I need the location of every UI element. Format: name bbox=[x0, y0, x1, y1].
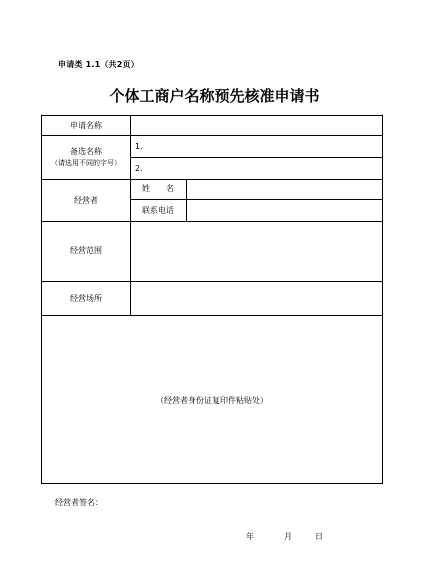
alternate-names-label: 备选名称 bbox=[70, 147, 102, 156]
application-table bbox=[41, 115, 383, 484]
operator-signature-label: 经营者签名： bbox=[55, 498, 103, 507]
operator-phone-label: 联系电话 bbox=[142, 206, 174, 215]
operator-phone-field[interactable] bbox=[190, 205, 378, 216]
date-day-label: 日 bbox=[315, 532, 323, 541]
operator-name-label: 姓 名 bbox=[142, 184, 174, 193]
operator-label: 经营者 bbox=[74, 196, 98, 205]
business-place-field[interactable] bbox=[134, 286, 378, 310]
business-scope-label: 经营范围 bbox=[70, 246, 102, 255]
alternate-name-2-field[interactable]: 2. bbox=[135, 164, 143, 173]
business-place-label: 经营场所 bbox=[70, 294, 102, 303]
document-title: 个体工商户名称预先核准申请书 bbox=[109, 87, 320, 105]
applicant-name-label: 申请名称 bbox=[70, 121, 102, 130]
applicant-name-field[interactable] bbox=[134, 120, 378, 131]
date-month-label: 月 bbox=[284, 532, 292, 541]
alternate-names-hint: （请选用不同的字号） bbox=[51, 159, 121, 167]
alternate-name-1-field[interactable]: 1. bbox=[135, 142, 143, 151]
id-copy-area-label: （经营者身份证复印件粘贴处） bbox=[156, 396, 268, 405]
form-code: 申请类 1.1（共2页） bbox=[58, 60, 139, 69]
date-year-label: 年 bbox=[246, 532, 254, 541]
business-scope-field[interactable] bbox=[134, 226, 378, 276]
operator-name-field[interactable] bbox=[190, 183, 378, 194]
